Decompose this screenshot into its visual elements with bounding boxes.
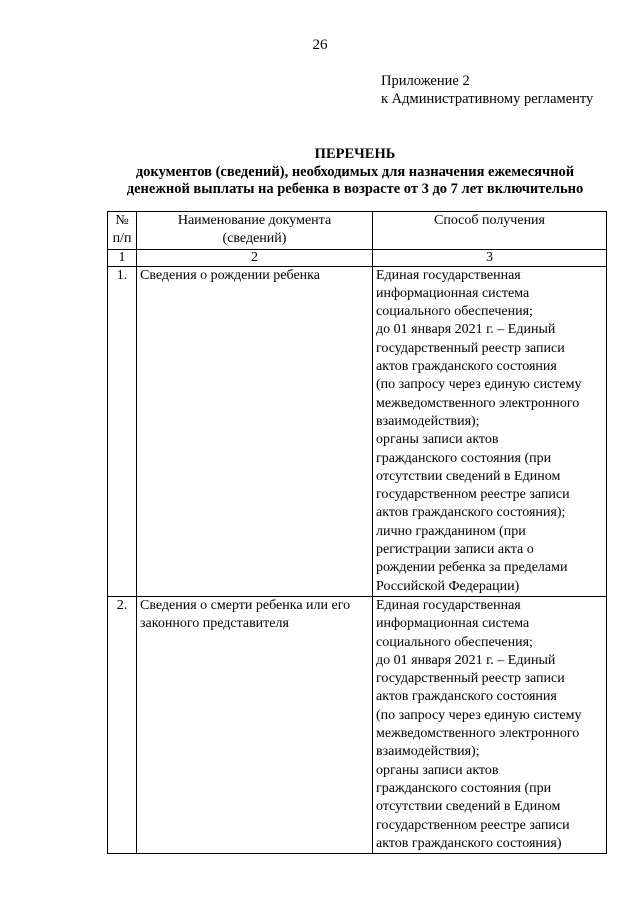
method-line: взаимодействия); xyxy=(376,744,480,760)
header-number: № п/п xyxy=(108,212,137,250)
document-name xyxy=(137,596,373,853)
method-line: Единая государственная xyxy=(376,597,521,613)
appendix-note xyxy=(381,72,593,108)
method-line: регистрации записи акта о xyxy=(376,542,534,558)
method-line: до 01 января 2021 г. – Единый xyxy=(376,652,556,668)
document-name-line: Сведения о рождении ребенка xyxy=(140,267,320,283)
method-line: отсутствии сведений в Едином xyxy=(376,468,561,484)
method-line: государственном реестре записи xyxy=(376,487,570,503)
title-heading: ПЕРЕЧЕНЬ xyxy=(314,146,396,162)
method-line: межведомственного электронного xyxy=(376,726,580,742)
method-of-obtaining xyxy=(373,266,607,596)
column-numbers-row xyxy=(108,249,607,266)
method-line: социального обеспечения; xyxy=(376,634,533,650)
table-row xyxy=(108,266,607,596)
method-of-obtaining xyxy=(373,596,607,853)
appendix-line-2: к Административному регламенту xyxy=(381,91,594,107)
method-line: межведомственного электронного xyxy=(376,395,580,411)
title-line-2: денежной выплаты на ребенка в возрасте от 3 до 7 лет включительно xyxy=(126,181,584,197)
method-line: информационная система xyxy=(376,285,530,301)
method-line: Единая государственная xyxy=(376,267,521,283)
method-line: до 01 января 2021 г. – Единый xyxy=(376,322,556,338)
table-header-row xyxy=(108,212,607,250)
header-method: Способ получения xyxy=(373,212,607,250)
column-number: 3 xyxy=(373,249,607,266)
page-number: 26 xyxy=(312,37,328,53)
method-line: актов гражданского состояния) xyxy=(376,835,562,851)
method-line: актов гражданского состояния xyxy=(376,359,557,375)
method-line: взаимодействия); xyxy=(376,413,480,429)
method-line: государственный реестр записи xyxy=(376,340,565,356)
table-row xyxy=(108,596,607,853)
method-line: лично гражданином (при xyxy=(376,523,526,539)
method-line: органы записи актов xyxy=(376,762,499,778)
method-line: информационная система xyxy=(376,616,530,632)
method-line: гражданского состояния (при xyxy=(376,450,552,466)
method-line: органы записи актов xyxy=(376,432,499,448)
document-name xyxy=(137,266,373,596)
method-line: актов гражданского состояния); xyxy=(376,505,566,521)
header-document-name: Наименование документа (сведений) xyxy=(137,212,373,250)
document-name-line: Сведения о смерти ребенка или его xyxy=(140,597,351,613)
row-number: 2. xyxy=(108,596,137,853)
method-line: актов гражданского состояния xyxy=(376,689,557,705)
method-line: гражданского состояния (при xyxy=(376,780,552,796)
method-line: государственный реестр записи xyxy=(376,671,565,687)
document-name-line: законного представителя xyxy=(140,616,289,632)
document-title xyxy=(104,146,606,199)
column-number: 2 xyxy=(137,249,373,266)
method-line: (по запросу через единую систему xyxy=(376,377,582,393)
method-line: государственном реестре записи xyxy=(376,817,570,833)
documents-table xyxy=(107,211,607,854)
title-line-1: документов (сведений), необходимых для назначения ежемесячной xyxy=(135,163,575,180)
method-line: социального обеспечения; xyxy=(376,304,533,320)
method-line: отсутствии сведений в Едином xyxy=(376,799,561,815)
column-number: 1 xyxy=(108,249,137,266)
method-line: (по запросу через единую систему xyxy=(376,707,582,723)
row-number: 1. xyxy=(108,266,137,596)
appendix-line-1: Приложение 2 xyxy=(381,73,470,89)
method-line: Российской Федерации) xyxy=(376,578,520,594)
method-line: рождении ребенка за пределами xyxy=(376,560,568,576)
